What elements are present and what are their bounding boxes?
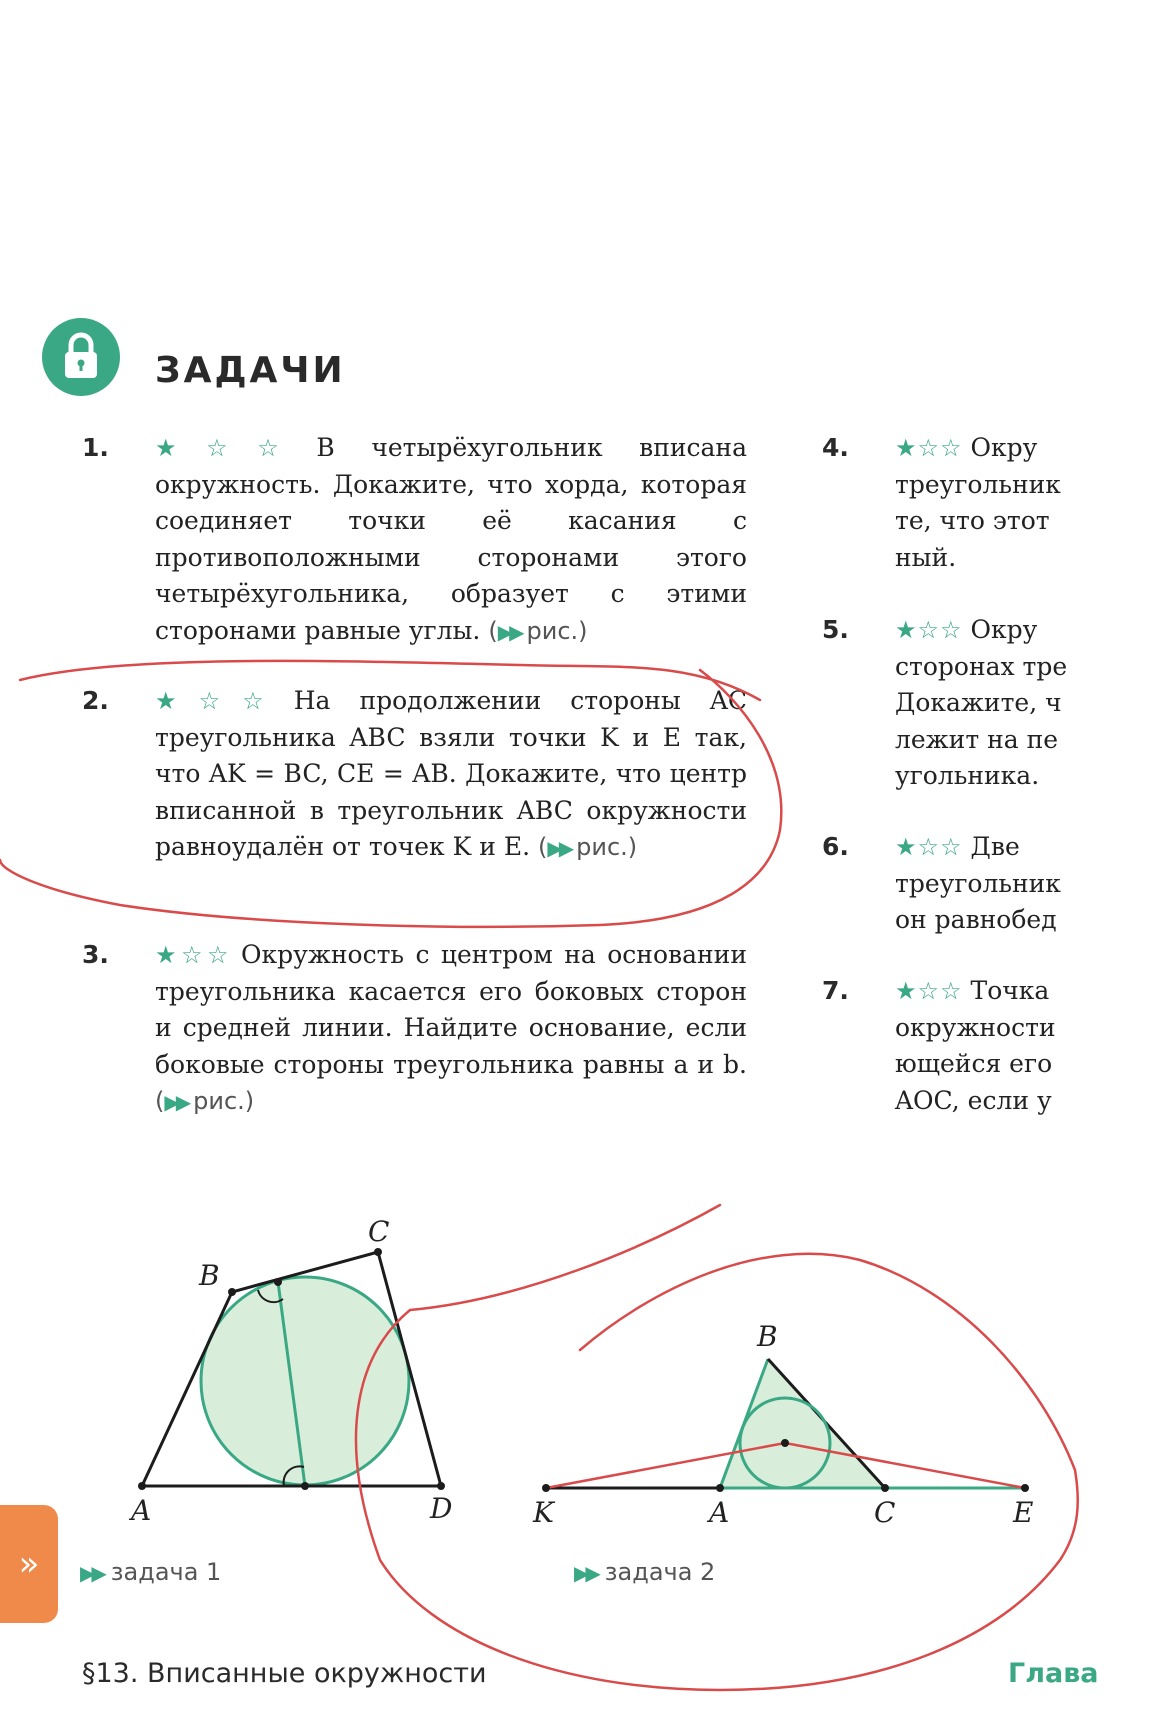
label-b: B [199,1259,220,1292]
problem-6: ★☆☆ Две треугольник он равнобед [895,832,1061,934]
problem-number: 5. [822,615,849,644]
difficulty-stars-icon: ★☆☆ [895,833,963,861]
double-arrow-icon: ▶▶ [80,1561,103,1585]
figure-2-caption[interactable]: ▶▶ задача 2 [574,1558,716,1586]
point-b [228,1288,236,1296]
label-e: E [1013,1496,1034,1529]
double-arrow-icon: ▶▶ [497,619,521,644]
label-d: D [430,1492,453,1525]
point-k [542,1484,550,1492]
point-a [716,1484,724,1492]
tangent-point [274,1278,282,1286]
problem-4: ★☆☆ Окру треугольник те, что этот ный. [895,433,1061,572]
tangent-point [301,1482,309,1490]
difficulty-stars-icon: ★☆☆ [155,687,286,715]
problem-number: 2. [82,686,109,715]
problem-number: 6. [822,832,849,861]
label-a: A [709,1496,730,1529]
figure-link[interactable]: (▶▶ рис.) [488,616,588,645]
handwritten-circle-annotation [0,661,781,927]
point-e [1021,1484,1029,1492]
handwritten-circle-annotation [356,1205,1099,1690]
problem-text: На продолжении стороны AC треугольника ABC взяли точки K и E так, что AK = BC, CE = AB. Докажите, что центр вписанной в треугольник ABC окружности равноудалён от точек K и E. [155,686,747,861]
figure-link[interactable]: (▶▶ рис.) [155,1087,255,1115]
label-b: B [757,1320,778,1353]
chapter-footer: Глава [1008,1658,1099,1689]
incenter [781,1439,789,1447]
problem-number: 3. [82,940,109,969]
problem-5: ★☆☆ Окру сторонах тре Докажите, ч лежит на пе угольника. [895,615,1068,790]
problem-text: Окружность с центром на основании треугольника касается его боковых сторон и средней линии. Найдите основание, если боковые стороны треугольника равны a и b. [155,940,747,1079]
point-c [881,1484,889,1492]
double-arrow-icon: ▶▶ [574,1561,597,1585]
label-k: K [533,1496,554,1529]
problem-number: 1. [82,433,109,462]
double-arrow-icon: ▶▶ [164,1090,188,1114]
point-c [374,1248,382,1256]
figure-1-caption[interactable]: ▶▶ задача 1 [80,1558,222,1586]
double-arrow-icon: ▶▶ [547,836,571,860]
label-a: A [131,1494,152,1527]
difficulty-stars-icon: ★☆☆ [895,977,963,1005]
difficulty-stars-icon: ★☆☆ [155,941,234,969]
next-page-tab[interactable]: » [0,1505,58,1623]
problem-text: В четырёхугольник вписана окружность. Докажите, что хорда, которая соединяет точки её касания с противоположными сторонами этого четырёхугольника, образует с этими сторонами равные углы. [155,433,748,645]
difficulty-stars-icon: ★☆☆ [895,616,963,644]
figure-1-quadrilateral [128,1215,452,1527]
inscribed-circle [201,1277,409,1485]
figure-link[interactable]: (▶▶ рис.) [537,833,638,861]
label-c: C [368,1215,390,1248]
difficulty-stars-icon: ★☆☆ [895,434,963,462]
figure-2-triangle [532,1320,1033,1529]
problem-number: 4. [822,433,849,462]
section-title: ЗАДАЧИ [155,350,346,391]
problem-number: 7. [822,976,849,1005]
problem-7: ★☆☆ Точка окружности ющейся его AOC, если у [895,976,1056,1115]
label-c: C [874,1496,896,1529]
section-footer: §13. Вписанные окружности [82,1658,487,1689]
point-a [138,1482,146,1490]
point-d [437,1482,445,1490]
difficulty-stars-icon: ★☆☆ [155,434,309,462]
